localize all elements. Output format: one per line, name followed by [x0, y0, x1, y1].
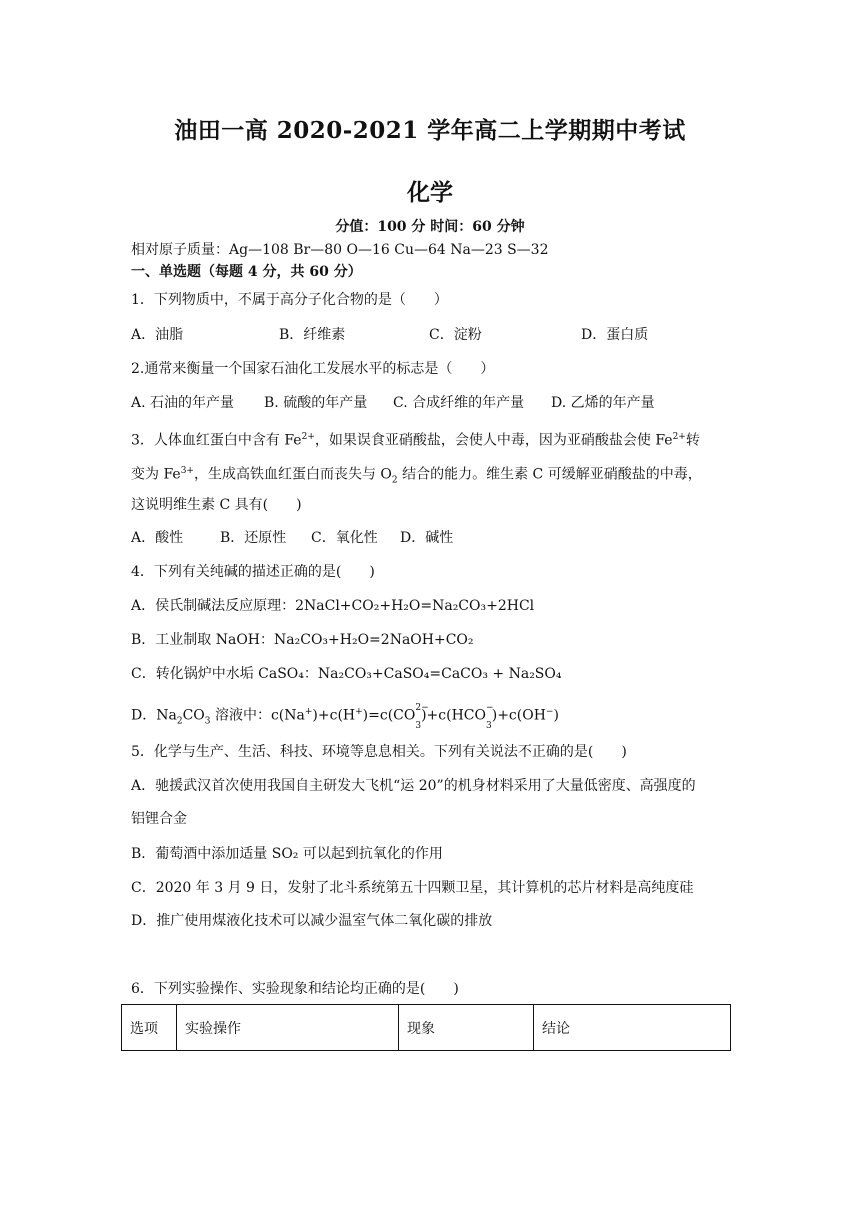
q5-option-d: D．推广使用煤液化技术可以减少温室气体二氧化碳的排放: [131, 913, 493, 929]
q6-table: [121, 1004, 731, 1051]
q3-option-b: B．还原性: [220, 530, 287, 546]
q2-option-a: A. 石油的年产量: [131, 395, 235, 411]
q1-option-c: C．淀粉: [429, 327, 482, 343]
header-option: 选项: [122, 1005, 177, 1051]
q4-stem: 4．下列有关纯碱的描述正确的是( ): [131, 564, 375, 580]
q1-option-d: D．蛋白质: [581, 327, 649, 343]
q3-line-2: 变为 $Fe^{3+}$，生成高铁血红蛋白而丧失与 $O_2$ 结合的能力。维生素 C 可缓解亚硝酸盐的中毒，: [131, 466, 702, 486]
q6-stem: 6．下列实验操作、实验现象和结论均正确的是( ): [131, 981, 459, 997]
exam-title: 油田一高 2020-2021 学年高二上学期期中考试: [174, 117, 686, 144]
q2-option-d: D. 乙烯的年产量: [551, 395, 655, 411]
table-header-row: [122, 1005, 731, 1051]
q5-option-c: C．2020 年 3 月 9 日，发射了北斗系统第五十四颗卫星，其计算机的芯片材料是高纯度硅: [131, 880, 694, 896]
section-heading: 一、单选题（每题 4 分，共 60 分）: [131, 264, 362, 280]
q2-option-b: B. 硫酸的年产量: [264, 395, 368, 411]
header-conclusion: 结论: [534, 1005, 731, 1051]
q4-option-c: C．转化锅炉中水垢 CaSO₄：Na₂CO₃+CaSO₄=CaCO₃ + Na₂SO₄: [131, 666, 562, 682]
q4-option-d: D．$Na_2CO_3$ 溶液中：c(Na+)+c(H+)=c(CO 2− $_3$)+c(HCO − $_3$)+c(OH−): [131, 702, 559, 732]
q3-line-1: 3．人体血红蛋白中含有 $Fe^{2+}$，如果误食亚硝酸盐，会使人中毒，因为亚硝酸盐会使 $Fe^{2+}$转: [131, 432, 700, 449]
q3-line-3: 这说明维生素 C 具有( ): [131, 497, 302, 513]
q2-stem: 2.通常来衡量一个国家石油化工发展水平的标志是（ ）: [131, 361, 495, 377]
q3-option-d: D．碱性: [400, 530, 454, 546]
q5-option-a-line2: 铝锂合金: [131, 811, 187, 827]
q3-option-a: A．酸性: [131, 530, 184, 546]
q2-option-c: C. 合成纤维的年产量: [393, 395, 525, 411]
q4-option-b: B．工业制取 NaOH：Na₂CO₃+H₂O=2NaOH+CO₂: [131, 632, 474, 648]
q1-stem: 1．下列物质中，不属于高分子化合物的是（ ）: [131, 292, 448, 308]
q4-option-a: A．侯氏制碱法反应原理：2NaCl+CO₂+H₂O=Na₂CO₃+2HCl: [131, 598, 535, 614]
q1-option-b: B．纤维素: [279, 327, 346, 343]
header-operation: 实验操作: [177, 1005, 399, 1051]
atomic-mass: 相对原子质量：Ag—108 Br—80 O—16 Cu—64 Na—23 S—32: [131, 242, 549, 258]
q3-option-c: C．氧化性: [311, 530, 378, 546]
q5-option-a-line1: A．驰援武汉首次使用我国自主研发大飞机“运 20”的机身材料采用了大量低密度、高强度的: [131, 778, 696, 794]
q5-stem: 5．化学与生产、生活、科技、环境等息息相关。下列有关说法不正确的是( ): [131, 744, 627, 760]
subject-title: 化学: [407, 179, 453, 206]
q5-option-b: B．葡萄酒中添加适量 SO₂ 可以起到抗氧化的作用: [131, 846, 443, 862]
header-phenomenon: 现象: [399, 1005, 534, 1051]
q1-option-a: A．油脂: [131, 327, 184, 343]
score-time: 分值：100 分 时间：60 分钟: [335, 219, 525, 235]
